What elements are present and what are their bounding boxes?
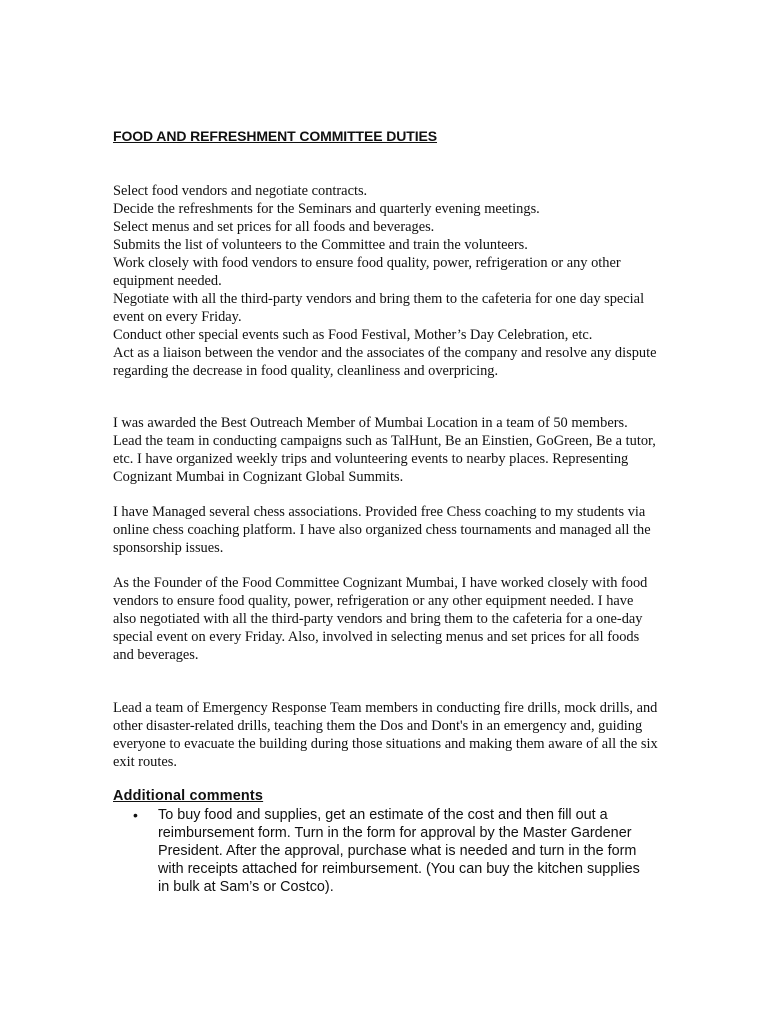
paragraph-food-committee: As the Founder of the Food Committee Cognizant Mumbai, I have worked closely with food vendors to ensure food quality, power, refrigeration or any other equipment needed. I have also negotiated with all the third-party vendors and bring them to the cafeteria for a one-day special event on every Friday. Also, involved in selecting menus and set prices for all foods and beverages. xyxy=(113,575,648,663)
additional-comments-section xyxy=(113,788,658,896)
additional-comments-list xyxy=(113,806,658,896)
list-item-text: To buy food and supplies, get an estimate of the cost and then fill out a reimbursement form. Turn in the form for approval by the Master Gardener President. After the approval, purchase what is needed and turn in the form with receipts attached for reimbursement. (You can buy the kitchen supplies in bulk at Sam’s or Costco). xyxy=(158,807,640,895)
duty-line: Decide the refreshments for the Seminars and quarterly evening meetings. xyxy=(113,201,540,217)
document-title: FOOD AND REFRESHMENT COMMITTEE DUTIES xyxy=(113,128,438,144)
duties-list xyxy=(113,182,658,380)
paragraph-emergency-response: Lead a team of Emergency Response Team members in conducting fire drills, mock drills, and other disaster-related drills, teaching them the Dos and Dont's in an emergency and, guiding everyone to evacuate the building during those situations and making them aware of all the six exit routes. xyxy=(113,700,658,770)
duty-line: Submits the list of volunteers to the Committee and train the volunteers. xyxy=(113,237,528,253)
paragraph-outreach: I was awarded the Best Outreach Member of Mumbai Location in a team of 50 members. Lead the team in conducting campaigns such as TalHunt, Be an Einstien, GoGreen, Be a tutor, etc. I have organized weekly trips and volunteering events to nearby places. Representing Cognizant Mumbai in Cognizant Global Summits. xyxy=(113,415,656,485)
duty-line: Select food vendors and negotiate contracts. xyxy=(113,183,368,199)
bullet-icon: • xyxy=(133,807,138,823)
additional-comments-heading: Additional comments xyxy=(113,788,264,804)
duty-line: Conduct other special events such as Food Festival, Mother’s Day Celebration, etc. xyxy=(113,327,593,343)
paragraph-chess: I have Managed several chess associations. Provided free Chess coaching to my students via online chess coaching platform. I have also organized chess tournaments and managed all the sponsorship issues. xyxy=(113,504,651,556)
duty-line: Work closely with food vendors to ensure food quality, power, refrigeration or any other equipment needed. xyxy=(113,255,621,289)
list-item xyxy=(113,806,648,896)
duty-line: Negotiate with all the third-party vendors and bring them to the cafeteria for one day special event on every Friday. xyxy=(113,291,645,325)
duty-line: Act as a liaison between the vendor and the associates of the company and resolve any dispute regarding the decrease in food quality, cleanliness and overpricing. xyxy=(113,345,657,379)
duty-line: Select menus and set prices for all foods and beverages. xyxy=(113,219,435,235)
